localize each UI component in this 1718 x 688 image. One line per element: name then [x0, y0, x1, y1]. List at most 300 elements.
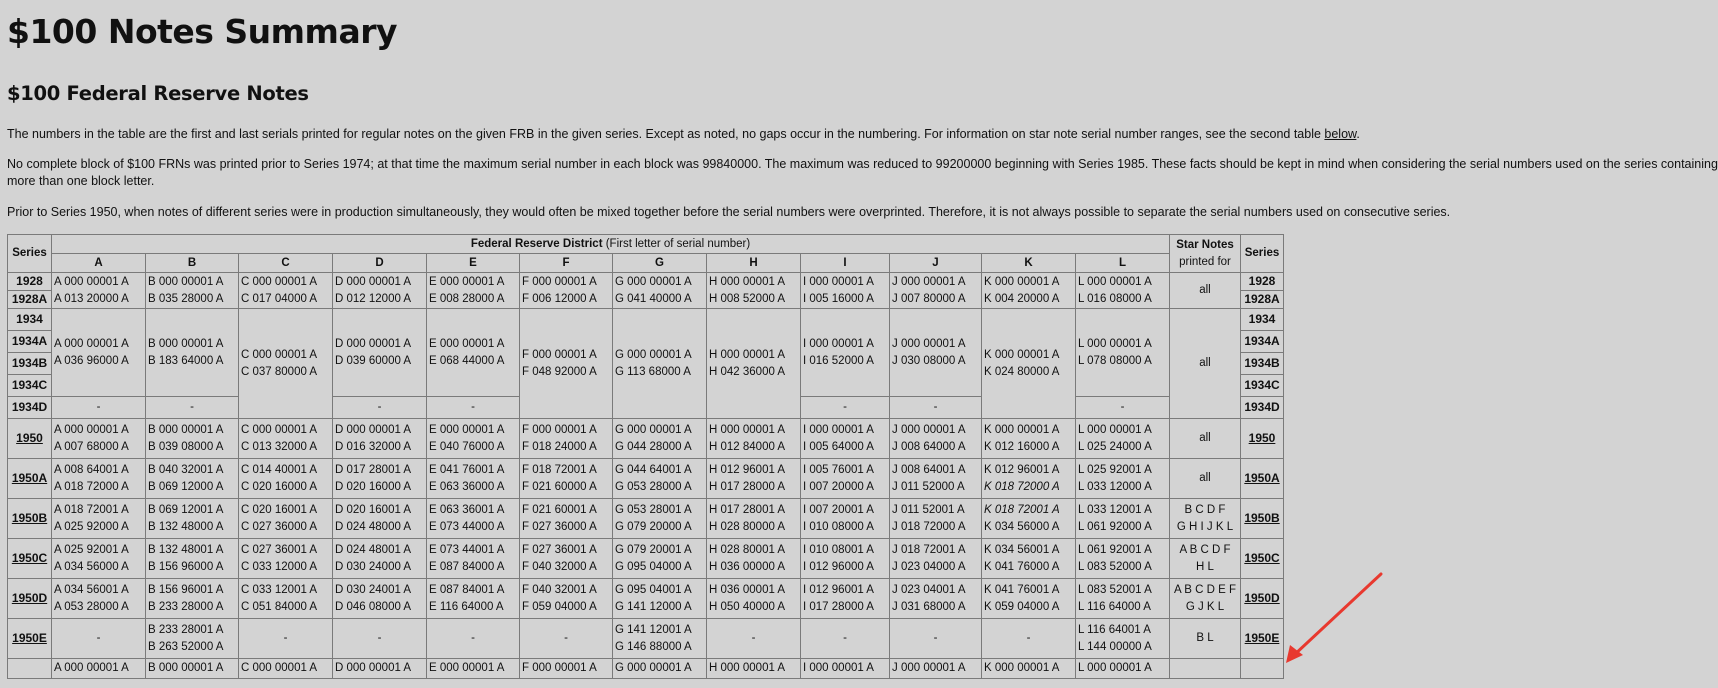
serial-first: C 014 40001 A — [241, 463, 318, 476]
serial-last: C 033 12000 A — [241, 560, 318, 573]
serial-last: E 073 44000 A — [429, 520, 505, 533]
cell-1950e-l — [1076, 619, 1170, 659]
cell-1950d-d — [333, 579, 427, 619]
serial-first: F 027 36001 A — [522, 543, 597, 556]
cell-1950-d — [333, 419, 427, 459]
serial-last: D 020 16000 A — [335, 480, 412, 493]
series-1950d-right[interactable]: 1950D — [1241, 579, 1284, 619]
serial-first: C 000 00001 A — [241, 423, 318, 436]
cell-1950e-h: - — [707, 619, 801, 659]
serial-first: F 021 60001 A — [522, 503, 597, 516]
series-1928-left: 1928 — [8, 273, 52, 291]
serial-first: J 000 00001 A — [892, 337, 966, 350]
cell-1950b-d — [333, 499, 427, 539]
serial-first: A 000 00001 A — [54, 275, 129, 288]
cell-1934-c — [239, 309, 333, 419]
serial-last: C 017 04000 A — [241, 292, 318, 305]
col-header-d: D — [333, 254, 427, 273]
serial-first: F 018 72001 A — [522, 463, 597, 476]
serial-first: I 000 00001 A — [803, 337, 874, 350]
series-1950a-right[interactable]: 1950A — [1241, 459, 1284, 499]
serial-last: J 018 72000 A — [892, 520, 966, 533]
serial-last: J 031 68000 A — [892, 600, 966, 613]
cell-1934d-j: - — [890, 397, 982, 419]
serial-first: E 087 84001 A — [429, 583, 505, 596]
serial-first: F 000 00001 A — [522, 423, 597, 436]
serial-last: F 006 12000 A — [522, 292, 597, 305]
series-1950a-left[interactable]: 1950A — [8, 459, 52, 499]
serial-first: E 073 44001 A — [429, 543, 505, 556]
serial-last: J 023 04000 A — [892, 560, 966, 573]
cell-1950e-d: - — [333, 619, 427, 659]
series-next-left — [8, 659, 52, 679]
serial-last: K 004 20000 A — [984, 292, 1060, 305]
cell-1950c-f — [520, 539, 613, 579]
cell-1950c-d — [333, 539, 427, 579]
serial-first: K 012 96001 A — [984, 463, 1060, 476]
cell-1950b-f — [520, 499, 613, 539]
serial-first: L 033 12001 A — [1078, 503, 1152, 516]
series-1934c-right: 1934C — [1241, 375, 1284, 397]
cell-next-i: I 000 00001 A — [801, 659, 890, 679]
district-header-bold: Federal Reserve District — [470, 237, 603, 250]
star-1950b — [1170, 499, 1241, 539]
arrow-shaft — [1293, 574, 1381, 656]
serial-last: H 017 28000 A — [709, 480, 786, 493]
serial-first: A 008 64001 A — [54, 463, 129, 476]
serial-first: D 030 24001 A — [335, 583, 412, 596]
serial-last: B 263 52000 A — [148, 640, 224, 653]
cell-1950c-c — [239, 539, 333, 579]
cell-1950-g — [613, 419, 707, 459]
star-1950a — [1170, 459, 1241, 499]
serial-last: C 020 16000 A — [241, 480, 318, 493]
serial-last: L 144 00000 A — [1078, 640, 1152, 653]
series-1928a-right: 1928A — [1241, 291, 1284, 309]
star-1950e — [1170, 619, 1241, 659]
cell-1950b-j — [890, 499, 982, 539]
serial-first: J 000 00001 A — [892, 423, 966, 436]
serial-last: B 183 64000 A — [148, 354, 224, 367]
serial-last: E 087 84000 A — [429, 560, 505, 573]
serial-first: C 033 12001 A — [241, 583, 318, 596]
star-notes-header — [1170, 235, 1241, 273]
cell-1950b-l — [1076, 499, 1170, 539]
serial-last: J 008 64000 A — [892, 440, 966, 453]
block-note-paragraph: No complete block of $100 FRNs was printed prior to Series 1974; at that time the maximum serial number in each block was 99840000. The maximum was reduced to 99200000 beginning with Series 1985. These facts should be kept in mind when considering the serial numbers used on the series containing more than one block letter. — [7, 157, 1718, 188]
serial-last: I 017 28000 A — [803, 600, 874, 613]
cell-1950a-d — [333, 459, 427, 499]
series-header-right: Series — [1241, 235, 1284, 273]
serial-last: A 034 56000 A — [54, 560, 129, 573]
serial-first: F 040 32001 A — [522, 583, 597, 596]
cell-1950c-j — [890, 539, 982, 579]
serial-first: D 000 00001 A — [335, 337, 412, 350]
serial-first: D 000 00001 A — [335, 275, 412, 288]
cell-1950-c — [239, 419, 333, 459]
serial-last: G 041 40000 A — [615, 292, 692, 305]
star-districts: B C D F — [1184, 503, 1226, 516]
serial-last: H 028 80000 A — [709, 520, 786, 533]
cell-1950b-a — [52, 499, 146, 539]
intro-end: . — [1356, 127, 1360, 141]
serial-first: K 034 56001 A — [984, 543, 1060, 556]
cell-1950a-j — [890, 459, 982, 499]
serial-first: K 000 00001 A — [984, 423, 1060, 436]
serial-last: E 008 28000 A — [429, 292, 505, 305]
series-1950b-right[interactable]: 1950B — [1241, 499, 1284, 539]
serial-last: K 034 56000 A — [984, 520, 1060, 533]
serial-first: H 012 96001 A — [709, 463, 786, 476]
serial-first: A 000 00001 A — [54, 423, 129, 436]
serial-first: L 116 64001 A — [1078, 623, 1151, 636]
cell-1950a-h — [707, 459, 801, 499]
cell-1934d-a: - — [52, 397, 146, 419]
serial-last: D 016 32000 A — [335, 440, 412, 453]
cell-1950e-b — [146, 619, 239, 659]
cell-1950c-b — [146, 539, 239, 579]
cell-1928-c — [239, 273, 333, 309]
serial-last: D 012 12000 A — [335, 292, 412, 305]
cell-1950c-h — [707, 539, 801, 579]
cell-1950e-c: - — [239, 619, 333, 659]
serial-last: D 046 08000 A — [335, 600, 412, 613]
col-header-l: L — [1076, 254, 1170, 273]
serial-last: I 005 64000 A — [803, 440, 874, 453]
serial-last: G 095 04000 A — [615, 560, 692, 573]
cell-1950e-a: - — [52, 619, 146, 659]
cell-1950d-a — [52, 579, 146, 619]
col-header-j: J — [890, 254, 982, 273]
col-header-e: E — [427, 254, 520, 273]
serial-last: L 083 52000 A — [1078, 560, 1152, 573]
series-1950c-left[interactable]: 1950C — [8, 539, 52, 579]
serial-last: L 016 08000 A — [1078, 292, 1152, 305]
star-next — [1170, 659, 1241, 679]
serial-first: G 095 04001 A — [615, 583, 692, 596]
col-header-k: K — [982, 254, 1076, 273]
serial-first: E 000 00001 A — [429, 337, 505, 350]
cell-next-a: A 000 00001 A — [52, 659, 146, 679]
serial-first: L 025 92001 A — [1078, 463, 1152, 476]
serial-first: G 079 20001 A — [615, 543, 692, 556]
serial-last: I 016 52000 A — [803, 354, 874, 367]
cell-1950d-f — [520, 579, 613, 619]
cell-1950-l — [1076, 419, 1170, 459]
col-header-h: H — [707, 254, 801, 273]
cell-1934-l — [1076, 309, 1170, 397]
serial-first: H 036 00001 A — [709, 583, 786, 596]
cell-1934-e — [427, 309, 520, 397]
cell-1950-b — [146, 419, 239, 459]
cell-1934d-b: - — [146, 397, 239, 419]
cell-next-d: D 000 00001 A — [333, 659, 427, 679]
serial-last: E 063 36000 A — [429, 480, 505, 493]
cell-1950-e — [427, 419, 520, 459]
below-link[interactable]: below — [1324, 127, 1357, 141]
cell-next-e: E 000 00001 A — [427, 659, 520, 679]
serial-last: C 037 80000 A — [241, 365, 318, 378]
serial-last: G 113 68000 A — [615, 365, 691, 378]
serial-last: A 053 28000 A — [54, 600, 129, 613]
cell-1950c-l — [1076, 539, 1170, 579]
series-1928a-left: 1928A — [8, 291, 52, 309]
series-1934b-left: 1934B — [8, 353, 52, 375]
col-header-i: I — [801, 254, 890, 273]
cell-1950-h — [707, 419, 801, 459]
serial-last: A 013 20000 A — [54, 292, 129, 305]
serial-first: I 007 20001 A — [803, 503, 874, 516]
cell-1950b-k — [982, 499, 1076, 539]
cell-1950b-h — [707, 499, 801, 539]
cell-1950e-e: - — [427, 619, 520, 659]
serial-first: C 027 36001 A — [241, 543, 318, 556]
series-1934a-left: 1934A — [8, 331, 52, 353]
serial-first: K 018 72001 A — [984, 503, 1060, 516]
star-1950c — [1170, 539, 1241, 579]
cell-1950-a — [52, 419, 146, 459]
serial-last: G 146 88000 A — [615, 640, 692, 653]
serial-last: E 040 76000 A — [429, 440, 505, 453]
cell-1950-j — [890, 419, 982, 459]
serial-last: A 018 72000 A — [54, 480, 129, 493]
cell-1934-g — [613, 309, 707, 419]
serial-first: J 023 04001 A — [892, 583, 966, 596]
cell-1928-e — [427, 273, 520, 309]
cell-1950e-j: - — [890, 619, 982, 659]
serial-last: F 027 36000 A — [522, 520, 597, 533]
cell-1950-f — [520, 419, 613, 459]
series-1950e-right[interactable]: 1950E — [1241, 619, 1284, 659]
serial-last: F 021 60000 A — [522, 480, 597, 493]
serial-first: I 010 08001 A — [803, 543, 874, 556]
serial-last: G 053 28000 A — [615, 480, 692, 493]
series-1950-rows — [8, 419, 1284, 679]
cell-1950c-k — [982, 539, 1076, 579]
serial-last: H 050 40000 A — [709, 600, 786, 613]
series-1934-right: 1934 — [1241, 309, 1284, 331]
cell-1950c-g — [613, 539, 707, 579]
serial-first: J 018 72001 A — [892, 543, 966, 556]
serial-first: J 011 52001 A — [892, 503, 965, 516]
cell-1928-b — [146, 273, 239, 309]
serial-last: K 018 72000 A — [984, 480, 1060, 493]
serial-first: E 000 00001 A — [429, 275, 505, 288]
cell-next-f: F 000 00001 A — [520, 659, 613, 679]
serial-last: B 132 48000 A — [148, 520, 224, 533]
serial-last: L 025 24000 A — [1078, 440, 1152, 453]
cell-1934-d — [333, 309, 427, 397]
cell-next-b: B 000 00001 A — [146, 659, 239, 679]
serial-first: L 000 00001 A — [1078, 275, 1152, 288]
serial-first: H 028 80001 A — [709, 543, 786, 556]
star-districts: B L — [1196, 632, 1214, 644]
col-header-c: C — [239, 254, 333, 273]
serial-last: I 010 08000 A — [803, 520, 874, 533]
series-1934d-right: 1934D — [1241, 397, 1284, 419]
series-1950c-right[interactable]: 1950C — [1241, 539, 1284, 579]
serial-first: D 000 00001 A — [335, 423, 412, 436]
serial-first: B 000 00001 A — [148, 275, 224, 288]
serial-first: D 024 48001 A — [335, 543, 412, 556]
serial-first: D 020 16001 A — [335, 503, 412, 516]
cell-1950d-b — [146, 579, 239, 619]
serial-first: A 018 72001 A — [54, 503, 129, 516]
cell-1950e-k: - — [982, 619, 1076, 659]
cell-next-c: C 000 00001 A — [239, 659, 333, 679]
cell-1928-a — [52, 273, 146, 309]
serial-first: L 000 00001 A — [1078, 337, 1152, 350]
cell-1950d-k — [982, 579, 1076, 619]
serial-last: B 035 28000 A — [148, 292, 224, 305]
series-1928-right: 1928 — [1241, 273, 1284, 291]
frn-serials-table — [7, 234, 1284, 679]
cell-1950d-j — [890, 579, 982, 619]
cell-1950c-a — [52, 539, 146, 579]
cell-1950b-g — [613, 499, 707, 539]
series-1950b-left[interactable]: 1950B — [8, 499, 52, 539]
cell-1950c-i — [801, 539, 890, 579]
serial-first: G 000 00001 A — [615, 275, 692, 288]
serial-first: A 034 56001 A — [54, 583, 129, 596]
cell-1950e-i: - — [801, 619, 890, 659]
serial-first: L 083 52001 A — [1078, 583, 1152, 596]
col-header-a: A — [52, 254, 146, 273]
cell-1950a-g — [613, 459, 707, 499]
intro-text: The numbers in the table are the first and last serials printed for regular notes on the given FRB in the given series. Except as noted, no gaps occur in the numbering. For information on star note serial number ranges, see the second table — [7, 127, 1325, 141]
series-1950-left[interactable]: 1950 — [8, 419, 52, 459]
cell-1928-f — [520, 273, 613, 309]
cell-1950a-i — [801, 459, 890, 499]
cell-1950d-i — [801, 579, 890, 619]
section-title: $100 Federal Reserve Notes — [7, 82, 309, 105]
cell-1950a-b — [146, 459, 239, 499]
cell-1934d-d: - — [333, 397, 427, 419]
serial-last: H 012 84000 A — [709, 440, 786, 453]
serial-last: E 116 64000 A — [429, 600, 504, 613]
serial-last: G 141 12000 A — [615, 600, 692, 613]
series-1950-right[interactable]: 1950 — [1241, 419, 1284, 459]
serial-last: F 048 92000 A — [522, 365, 597, 378]
series-1934c-left: 1934C — [8, 375, 52, 397]
pre-1950-note-paragraph: Prior to Series 1950, when notes of different series were in production simultaneously, they would often be mixed together before the serial numbers were overprinted. Therefore, it is not always possible to separate the serial numbers used on consecutive series. — [7, 205, 1451, 219]
cell-1934-f — [520, 309, 613, 419]
serial-first: B 040 32001 A — [148, 463, 224, 476]
serial-last: H 008 52000 A — [709, 292, 786, 305]
serial-first: H 000 00001 A — [709, 423, 786, 436]
cell-1934-k — [982, 309, 1076, 419]
serial-last: D 024 48000 A — [335, 520, 412, 533]
serial-first: G 053 28001 A — [615, 503, 692, 516]
cell-1950b-c — [239, 499, 333, 539]
star-1934: all — [1170, 309, 1241, 419]
serial-last: H 042 36000 A — [709, 365, 786, 378]
serial-first: B 132 48001 A — [148, 543, 224, 556]
intro-paragraph — [7, 126, 1360, 143]
serial-first: B 156 96001 A — [148, 583, 224, 596]
star-districts: H L — [1196, 560, 1214, 573]
serial-first: I 005 76001 A — [803, 463, 874, 476]
district-header-note: (First letter of serial number) — [602, 237, 751, 250]
serial-last: I 007 20000 A — [803, 480, 874, 493]
cell-1950c-e — [427, 539, 520, 579]
serial-last: L 033 12000 A — [1078, 480, 1152, 493]
serial-last: B 039 08000 A — [148, 440, 224, 453]
serial-first: C 020 16001 A — [241, 503, 318, 516]
serial-first: K 041 76001 A — [984, 583, 1060, 596]
cell-1934d-e: - — [427, 397, 520, 419]
col-header-f: F — [520, 254, 613, 273]
star-districts: all — [1199, 472, 1211, 484]
serial-first: B 000 00001 A — [148, 337, 224, 350]
cell-1928-d — [333, 273, 427, 309]
serial-last: J 011 52000 A — [892, 480, 965, 493]
serial-first: E 063 36001 A — [429, 503, 505, 516]
serial-first: E 000 00001 A — [429, 423, 505, 436]
star-districts: A B C D E F — [1174, 583, 1236, 596]
serial-last: B 156 96000 A — [148, 560, 224, 573]
serial-last: L 116 64000 A — [1078, 600, 1151, 613]
serial-first: I 012 96001 A — [803, 583, 874, 596]
serial-first: F 000 00001 A — [522, 348, 597, 361]
serial-last: B 233 28000 A — [148, 600, 224, 613]
serial-first: H 000 00001 A — [709, 275, 786, 288]
series-1934d-left: 1934D — [8, 397, 52, 419]
serial-first: G 000 00001 A — [615, 423, 692, 436]
series-header-left: Series — [8, 235, 52, 273]
serial-first: C 000 00001 A — [241, 275, 318, 288]
page-title: $100 Notes Summary — [7, 12, 397, 51]
cell-1950b-b — [146, 499, 239, 539]
series-1934b-right: 1934B — [1241, 353, 1284, 375]
star-districts: all — [1199, 432, 1211, 444]
series-1950e-left[interactable]: 1950E — [8, 619, 52, 659]
serial-first: G 044 64001 A — [615, 463, 692, 476]
cell-1950e-g — [613, 619, 707, 659]
cell-1928-g — [613, 273, 707, 309]
cell-1950d-c — [239, 579, 333, 619]
serial-first: F 000 00001 A — [522, 275, 597, 288]
serial-last: K 041 76000 A — [984, 560, 1060, 573]
cell-1950d-l — [1076, 579, 1170, 619]
serial-last: C 013 32000 A — [241, 440, 318, 453]
serial-first: B 069 12001 A — [148, 503, 224, 516]
series-1950d-left[interactable]: 1950D — [8, 579, 52, 619]
arrow-head — [1286, 645, 1303, 663]
star-districts: G H I J K L — [1176, 520, 1234, 533]
star-1950 — [1170, 419, 1241, 459]
cell-1950a-f — [520, 459, 613, 499]
serial-last: J 030 08000 A — [892, 354, 966, 367]
cell-1934-i — [801, 309, 890, 397]
cell-1928-j — [890, 273, 982, 309]
cell-1950a-e — [427, 459, 520, 499]
cell-1934-a — [52, 309, 146, 397]
serial-last: E 068 44000 A — [429, 354, 505, 367]
cell-1934d-i: - — [801, 397, 890, 419]
serial-first: C 000 00001 A — [241, 348, 318, 361]
cell-1928-l — [1076, 273, 1170, 309]
serial-last: A 025 92000 A — [54, 520, 129, 533]
serial-last: D 030 24000 A — [335, 560, 412, 573]
district-header — [52, 235, 1170, 254]
serial-last: L 061 92000 A — [1078, 520, 1152, 533]
series-1934-left: 1934 — [8, 309, 52, 331]
cell-next-k: K 000 00001 A — [982, 659, 1076, 679]
col-header-g: G — [613, 254, 707, 273]
cell-1928-k — [982, 273, 1076, 309]
star-1928: all — [1170, 273, 1241, 309]
